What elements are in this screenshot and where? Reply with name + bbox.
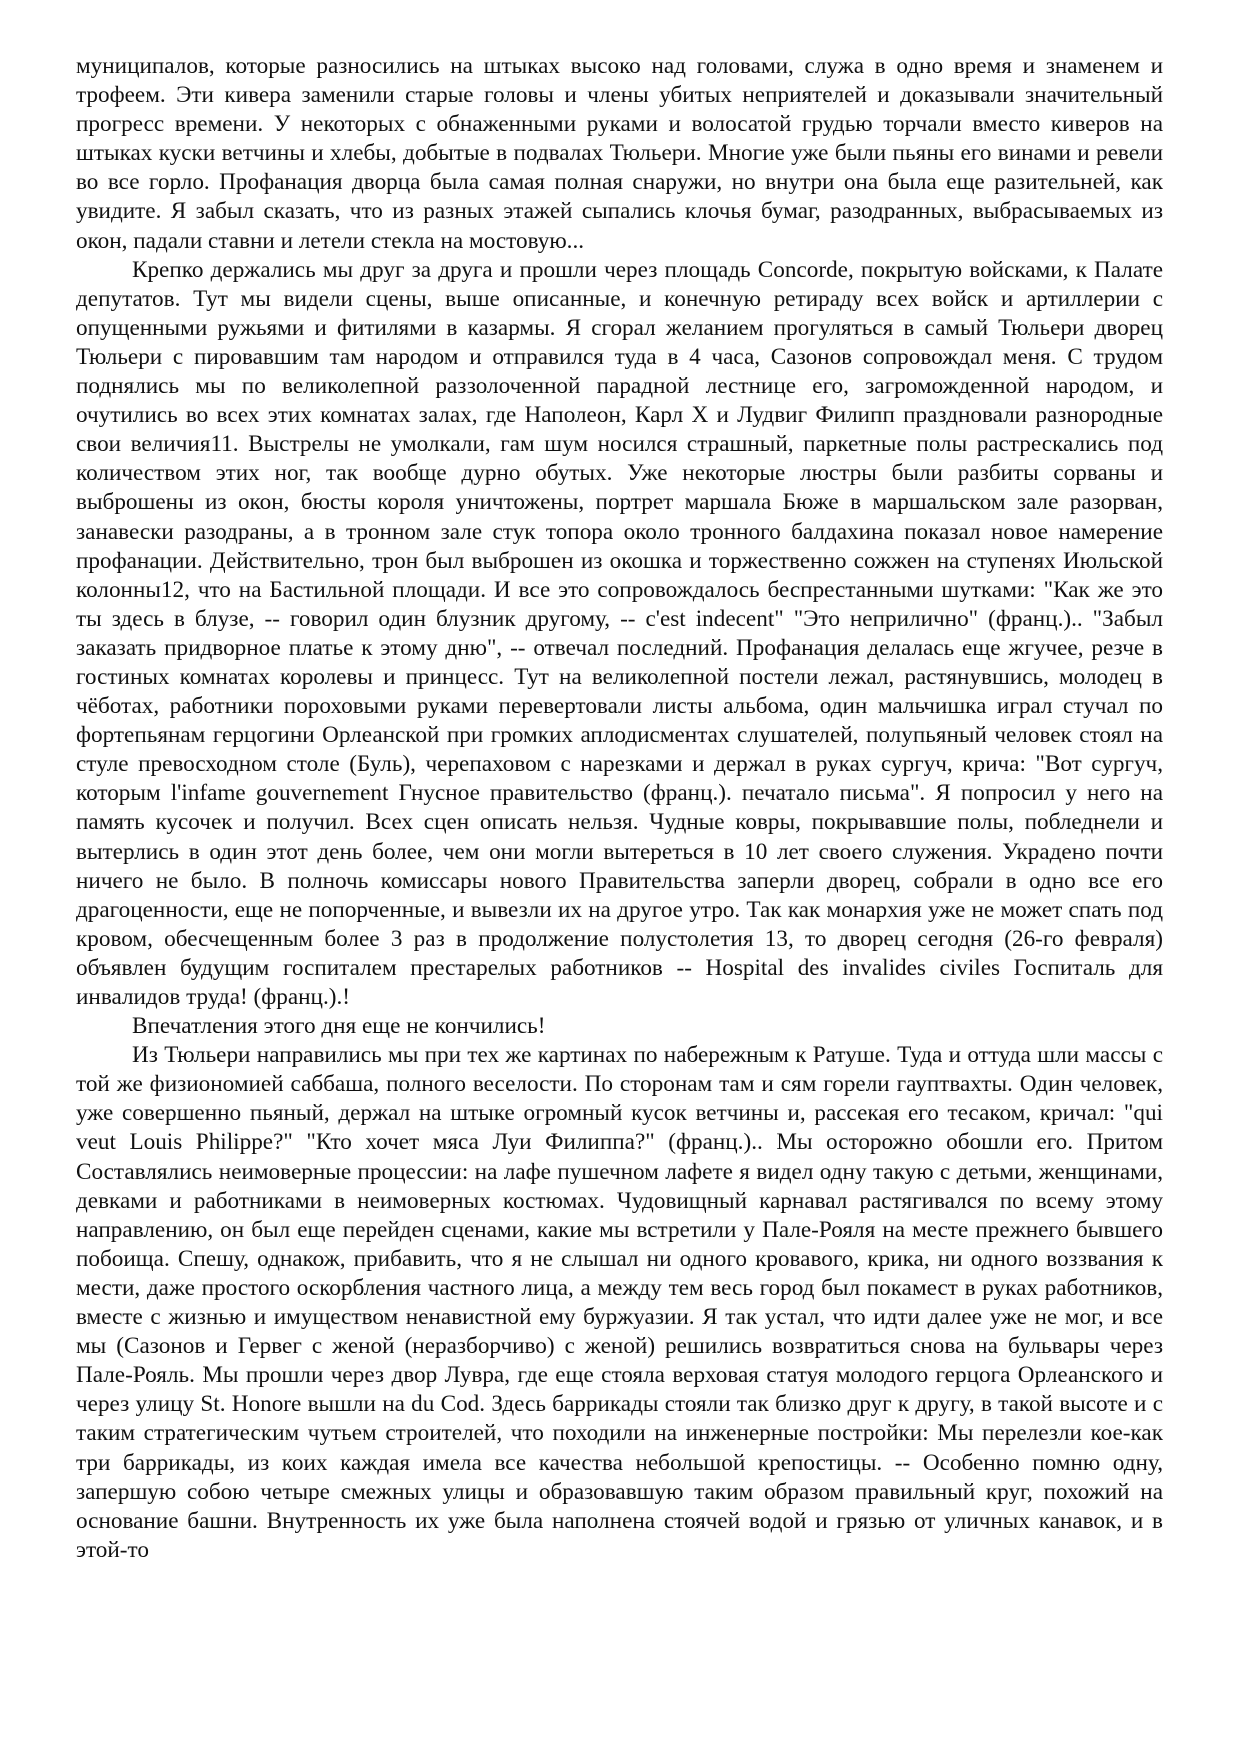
paragraph-1: муниципалов, которые разносились на штыках высоко над головами, служа в одно время и знаменем и трофеем. Эти кивера заменили старые головы и члены убитых неприятелей и доказывали значительный прогресс времени. У некоторых с обнаженными руками и волосатой грудью торчали вместо киверов на штыках куски ветчины и хлебы, добытые в подвалах Тюльери. Многие уже были пьяны его винами и ревели во все горло. Профанация дворца была самая полная снаружи, но внутри она была еще разительней, как увидите. Я забыл сказать, что из разных этажей сыпались клочья бумаг, разодранных, выбрасываемых из окон, падали ставни и летели стекла на мостовую... — [76, 53, 1163, 254]
paragraph-3: Впечатления этого дня еще не кончились! — [132, 1013, 546, 1040]
document-page — [76, 52, 1163, 1565]
paragraph-2: Крепко держались мы друг за друга и прошли через площадь Concorde, покрытую войсками, к Палате депутатов. Тут мы видели сцены, выше описанные, и конечную ретираду всех войск и артиллерии с опущенными ружьями и фитилями в казармы. Я сгорал желанием прогуляться в самый Тюльери дворец Тюльери с пировавшим там народом и отправился туда в 4 часа, Сазонов сопровождал меня. С трудом поднялись мы по великолепной раззолоченной парадной лестнице его, загроможденной народом, и очутились во всех этих комнатах залах, где Наполеон, Карл X и Лудвиг Филипп праздновали разнородные свои величия11. Выстрелы не умолкали, гам шум носился страшный, паркетные полы растрескались под количеством этих ног, так вообще дурно обутых. Уже некоторые люстры были разбиты сорваны и выброшены из окон, бюсты короля уничтожены, портрет маршала Бюже в маршальском зале разорван, занавески разодраны, а в тронном зале стук топора около тронного балдахина показал новое намерение профанации. Действительно, трон был выброшен из окошка и торжественно сожжен на ступенях Июльской колонны12, что на Бастильной площади. И все это сопровождалось беспрестанными шутками: "Как же это ты здесь в блузе, -- говорил один блузник другому, -- c'est indecent" "Это неприлично" (франц.).. "Забыл заказать придворное платье к этому дню", -- отвечал последний. Профанация делалась еще жгучее, резче в гостиных комнатах королевы и принцесс. Тут на великолепной постели лежал, растянувшись, молодец в чёботах, работники пороховыми руками перевертовали листы альбома, один мальчишка играл стучал по фортепьянам герцогини Орлеанской при громких аплодисментах слушателей, полупьяный человек стоял на стуле превосходном столе (Буль), черепаховом с нарезками и держал в руках сургуч, крича: "Вот сургуч, которым l'infame gouvernement Гнусное правительство (франц.). печатало письма". Я попросил у него на память кусочек и получил. Всех сцен описать нельзя. Чудные ковры, покрывавшие полы, побледнели и вытерлись в один этот день более, чем они могли вытереться в 10 лет своего служения. Украдено почти ничего не было. В полночь комиссары нового Правительства заперли дворец, собрали в одно все его драгоценности, еще не попорченные, и вывезли их на другое утро. Так как монархия уже не может спать под кровом, обесчещенным более 3 раз в продолжение полустолетия 13, то дворец сегодня (26-го февраля) объявлен будущим госпиталем престарелых работников -- Hospital des invalides civiles Госпиталь для инвалидов труда! (франц.).! — [76, 256, 1163, 1010]
paragraph-4: Из Тюльери направились мы при тех же картинах по набережным к Ратуше. Туда и оттуда шли массы с той же физиономией саббаша, полного веселости. По сторонам там и сям горели гауптвахты. Один человек, уже совершенно пьяный, держал на штыке огромный кусок ветчины и, рассекая его тесаком, кричал: "qui veut Louis Philippe?" "Кто хочет мяса Луи Филиппа?" (франц.).. Мы осторожно обошли его. Притом Составлялись неимоверные процессии: на лафе пушечном лафете я видел одну такую с детьми, женщинами, девками и работниками в неимоверных костюмах. Чудовищный карнавал растягивался по всему этому направлению, он был еще перейден сценами, какие мы встретили у Пале-Рояля на месте прежнего бывшего побоища. Спешу, однакож, прибавить, что я не слышал ни одного кровавого, крика, ни одного воззвания к мести, даже простого оскорбления частного лица, а между тем весь город был покамест в руках работников, вместе с жизнью и имуществом ненавистной ему буржуазии. Я так устал, что идти далее уже не мог, и все мы (Сазонов и Гервег с женой (неразборчиво) с женой) решились возвратиться снова на бульвары через Пале-Рояль. Мы прошли через двор Лувра, где еще стояла верховая статуя молодого герцога Орлеанского и через улицу St. Honore вышли на du Cod. Здесь баррикады стояли так близко друг к другу, в такой высоте и с таким стратегическим чутьем строителей, что походили на инженерные постройки: Мы перелезли кое-как три баррикады, из коих каждая имела все качества небольшой крепостицы. -- Особенно помню одну, запершую собою четыре смежных улицы и образовавшую таким образом правильный круг, похожий на основание башни. Внутренность их уже была наполнена стоячей водой и грязью от уличных канавок, и в этой-то — [76, 1042, 1163, 1563]
